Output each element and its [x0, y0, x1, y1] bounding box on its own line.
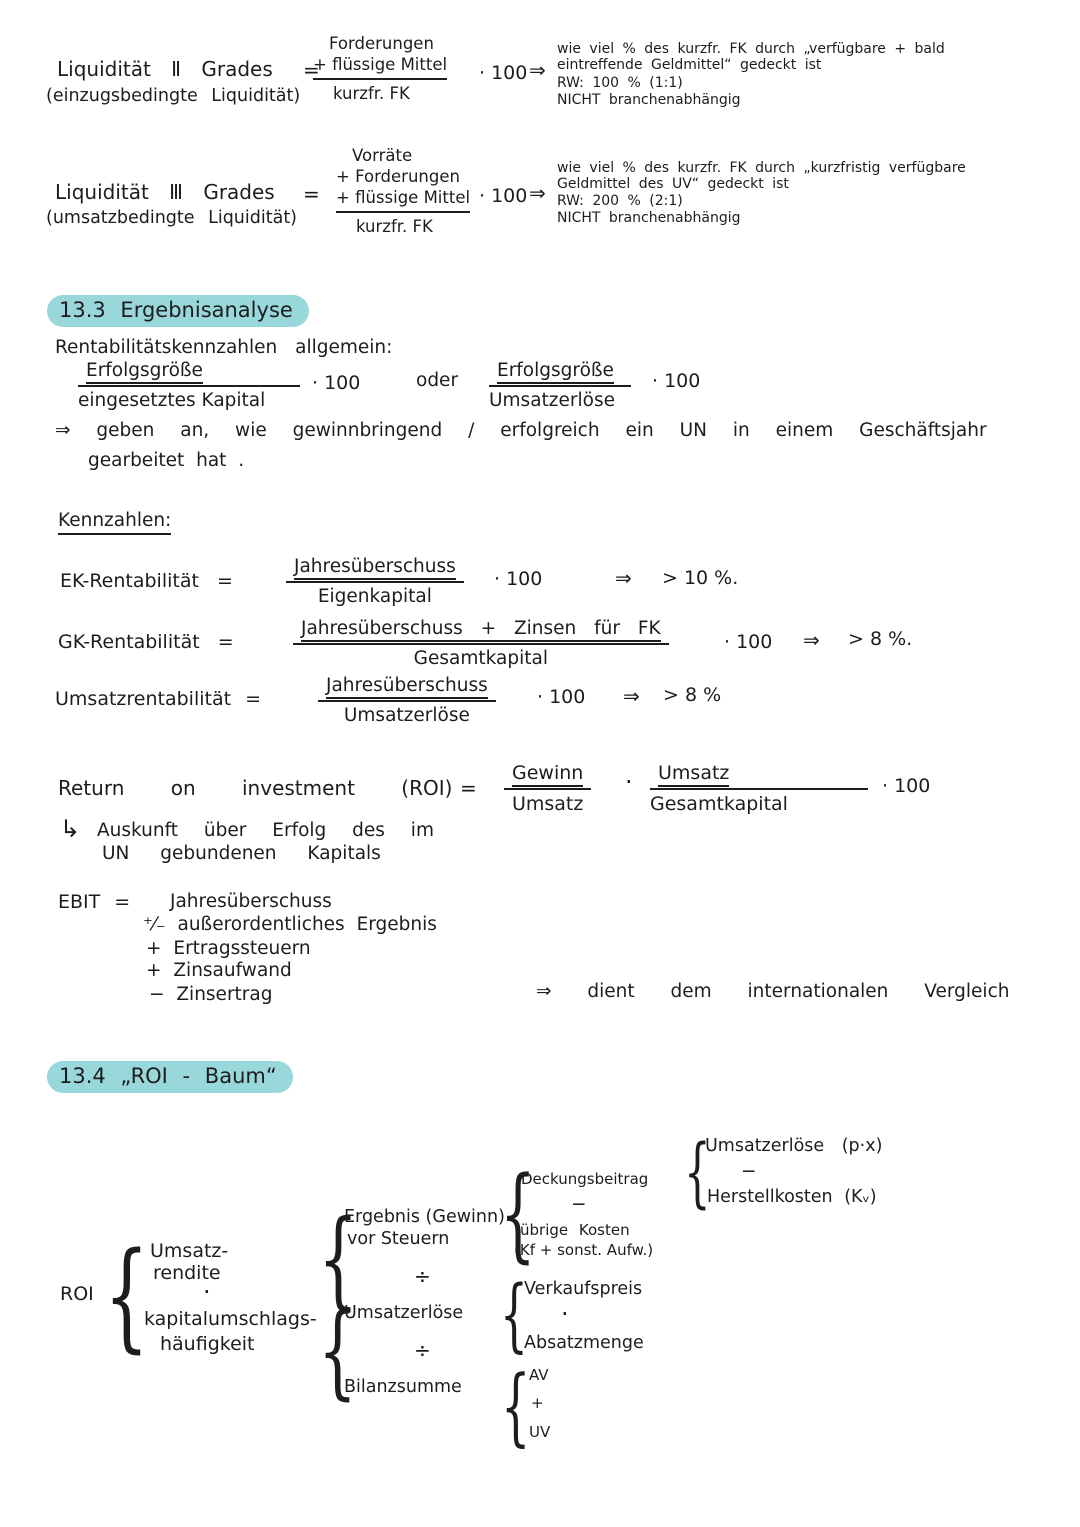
ur-fraction-den: Umsatzerlöse — [343, 705, 470, 726]
liq2-note-line4: NICHT branchenabhängig — [557, 92, 741, 108]
tree-kapitalumschlag-line2: häufigkeit — [160, 1333, 255, 1355]
roi-note-line1: Auskunft über Erfolg des im — [97, 820, 434, 841]
ebit-line2: ⁺⁄₋ außerordentliches Ergebnis — [143, 914, 437, 935]
tree-root-roi: ROI — [60, 1283, 94, 1305]
tree-minus-2: − — [741, 1161, 757, 1182]
gk-rentabilitaet-label: GK-Rentabilität = — [58, 631, 234, 653]
liq3-num-line1: Vorräte — [352, 146, 413, 165]
ek-target: > 10 %. — [662, 567, 739, 589]
ur-target: > 8 % — [663, 684, 722, 706]
general-fraction-2-num — [489, 360, 631, 387]
liq3-denominator: kurzfr. FK — [356, 217, 433, 236]
section-heading-13-3: 13.3 Ergebnisanalyse — [47, 295, 309, 327]
tree-divide-2: ÷ — [414, 1338, 431, 1362]
liq2-factor: · 100 — [479, 62, 528, 84]
tree-brace-umsatzerloese-px: { — [684, 1127, 711, 1216]
tree-ergebnis-line2: vor Steuern — [347, 1229, 450, 1249]
ebit-note: ⇒ dient dem internationalen Vergleich — [536, 981, 1010, 1002]
tree-brace-verkaufspreis: { — [500, 1268, 528, 1361]
kennzahlen-heading: Kennzahlen: — [58, 510, 171, 535]
ur-factor: · 100 — [537, 686, 586, 708]
liq3-note-line2: Geldmittel des UV“ gedeckt ist — [557, 176, 789, 192]
roi-fraction-1 — [504, 762, 591, 815]
roi-fraction-1-num — [504, 762, 591, 790]
rentabilitaet-note-line1: ⇒ geben an, wie gewinnbringend / erfolgreich ein UN in einem Geschäftsjahr — [55, 420, 987, 441]
gk-fraction-num — [293, 618, 669, 645]
liq2-title: Liquidität Ⅱ Grades — [57, 57, 273, 81]
ek-fraction-num-text: Jahresüberschuss — [294, 556, 456, 580]
general-fraction-1-num-text: Erfolgsgröße — [86, 360, 203, 384]
roi-branch-arrow-icon: ↳ — [60, 815, 81, 843]
liq3-fraction — [336, 145, 470, 236]
roi-fraction-2-num — [650, 762, 868, 790]
liq2-subtitle: (einzugsbedingte Liquidität) — [46, 86, 301, 106]
general-fraction-1-factor: · 100 — [312, 372, 361, 394]
liq3-note-line3: RW: 200 % (2:1) — [557, 193, 683, 209]
ek-fraction-num — [286, 556, 464, 583]
liq2-note-line3: RW: 100 % (1:1) — [557, 75, 683, 91]
tree-multiply-dot-2: · — [561, 1300, 569, 1328]
roi-label: Return on investment (ROI) — [58, 776, 453, 800]
ur-arrow-icon: ⇒ — [623, 684, 640, 708]
tree-absatzmenge: Absatzmenge — [524, 1333, 644, 1353]
ur-fraction-num-text: Jahresüberschuss — [326, 675, 488, 699]
ek-fraction-den: Eigenkapital — [317, 586, 432, 607]
umsatzrentabilitaet-label: Umsatzrentabilität = — [55, 688, 261, 710]
tree-uebrige-kosten-line2: (Kf + sonst. Aufw.) — [514, 1241, 654, 1259]
gk-fraction-num-text: Jahresüberschuss + Zinsen für FK — [301, 618, 661, 642]
liq3-numerator — [336, 145, 470, 213]
liq2-denominator: kurzfr. FK — [333, 84, 410, 103]
gk-fraction — [293, 618, 669, 669]
general-fraction-2-den: Umsatzerlöse — [489, 390, 615, 411]
roi-fraction-2 — [650, 762, 868, 815]
general-fraction-2-num-text: Erfolgsgröße — [497, 360, 614, 384]
roi-factor: · 100 — [882, 775, 931, 797]
ek-arrow-icon: ⇒ — [615, 566, 632, 590]
liq3-arrow-icon: ⇒ — [529, 181, 546, 205]
liq2-note-line2: eintreffende Geldmittel“ gedeckt ist — [557, 57, 822, 73]
liq2-num-line1: Forderungen — [329, 34, 434, 53]
roi-note-line2: UN gebundenen Kapitals — [102, 843, 381, 864]
gk-arrow-icon: ⇒ — [803, 628, 820, 652]
liq2-equals: = — [303, 58, 320, 82]
tree-deckungsbeitrag: Deckungsbeitrag — [521, 1170, 649, 1188]
roi-multiply-dot: · — [625, 768, 633, 796]
ebit-line5: − Zinsertrag — [149, 984, 273, 1005]
tree-brace-umsatzerloese: { — [318, 1292, 357, 1411]
tree-brace-ergebnis: { — [318, 1197, 359, 1320]
ek-rentabilitaet-label: EK-Rentabilität = — [60, 570, 233, 592]
general-fraction-1 — [78, 360, 300, 411]
liq2-num-line2: + flüssige Mittel — [313, 55, 448, 74]
tree-herstellkosten: Herstellkosten (Kᵥ) — [707, 1187, 877, 1207]
liq3-num-line2: + Forderungen — [336, 167, 460, 186]
general-fraction-2-factor: · 100 — [652, 370, 701, 392]
ek-fraction — [286, 556, 464, 607]
tree-brace-av-uv: { — [501, 1357, 531, 1455]
liq3-title: Liquidität Ⅲ Grades — [55, 180, 275, 204]
ebit-line4: + Zinsaufwand — [146, 960, 292, 981]
tree-brace-deckungsbeitrag: { — [500, 1155, 536, 1274]
tree-divide-1: ÷ — [414, 1264, 431, 1288]
tree-umsatzrendite-line2: rendite — [153, 1262, 221, 1284]
tree-ergebnis-line1: Ergebnis (Gewinn) — [344, 1207, 505, 1227]
tree-minus-1: − — [571, 1194, 587, 1215]
tree-umsatzerloese-px: Umsatzerlöse (p·x) — [705, 1136, 883, 1156]
section-heading-13-4: 13.4 „ROI - Baum“ — [47, 1061, 293, 1093]
ur-fraction — [318, 675, 496, 726]
liq3-subtitle: (umsatzbedingte Liquidität) — [46, 208, 298, 228]
ur-fraction-num — [318, 675, 496, 702]
liq3-note-line1: wie viel % des kurzfr. FK durch „kurzfristig verfügbare — [557, 160, 966, 176]
tree-uv: UV — [529, 1423, 551, 1441]
oder-text: oder — [416, 370, 459, 391]
liq2-arrow-icon: ⇒ — [529, 58, 546, 82]
general-fraction-1-den: eingesetztes Kapital — [78, 390, 266, 411]
roi-fraction-1-num-text: Gewinn — [512, 762, 583, 787]
roi-fraction-1-den: Umsatz — [511, 793, 584, 815]
tree-plus: + — [531, 1394, 544, 1412]
tree-kapitalumschlag-line1: kapitalumschlags- — [144, 1308, 317, 1330]
liq2-fraction — [313, 33, 447, 103]
tree-multiply-dot-1: · — [203, 1278, 211, 1306]
rentabilitaet-note-line2: gearbeitet hat . — [88, 450, 245, 471]
liq2-numerator — [313, 33, 447, 80]
liq3-equals: = — [303, 182, 320, 206]
roi-fraction-2-num-text: Umsatz — [658, 762, 729, 787]
gk-factor: · 100 — [724, 631, 773, 653]
ebit-line1: Jahresüberschuss — [170, 891, 332, 912]
gk-fraction-den: Gesamtkapital — [413, 648, 548, 669]
ebit-label: EBIT = — [58, 891, 131, 913]
tree-umsatzrendite-line1: Umsatz- — [150, 1240, 229, 1262]
gk-target: > 8 %. — [848, 628, 913, 650]
liq3-num-line3: + flüssige Mittel — [336, 188, 471, 207]
liq2-note-line1: wie viel % des kurzfr. FK durch „verfügbare + bald — [557, 41, 945, 57]
liq3-factor: · 100 — [479, 185, 528, 207]
tree-verkaufspreis: Verkaufspreis — [524, 1279, 643, 1299]
roi-fraction-2-den: Gesamtkapital — [650, 793, 788, 815]
ek-factor: · 100 — [494, 568, 543, 590]
tree-brace-main: { — [104, 1226, 150, 1364]
tree-bilanzsumme: Bilanzsumme — [344, 1377, 462, 1397]
general-fraction-1-num — [78, 360, 300, 387]
ebit-line3: + Ertragssteuern — [146, 938, 311, 959]
roi-equals: = — [460, 776, 477, 800]
general-fraction-2 — [489, 360, 631, 411]
rentabilitaet-subheading: Rentabilitätskennzahlen allgemein: — [55, 337, 393, 358]
liq3-note-line4: NICHT branchenabhängig — [557, 210, 741, 226]
tree-umsatzerloese: Umsatzerlöse — [344, 1303, 464, 1323]
tree-uebrige-kosten-line1: übrige Kosten — [520, 1221, 630, 1239]
tree-av: AV — [529, 1366, 549, 1384]
